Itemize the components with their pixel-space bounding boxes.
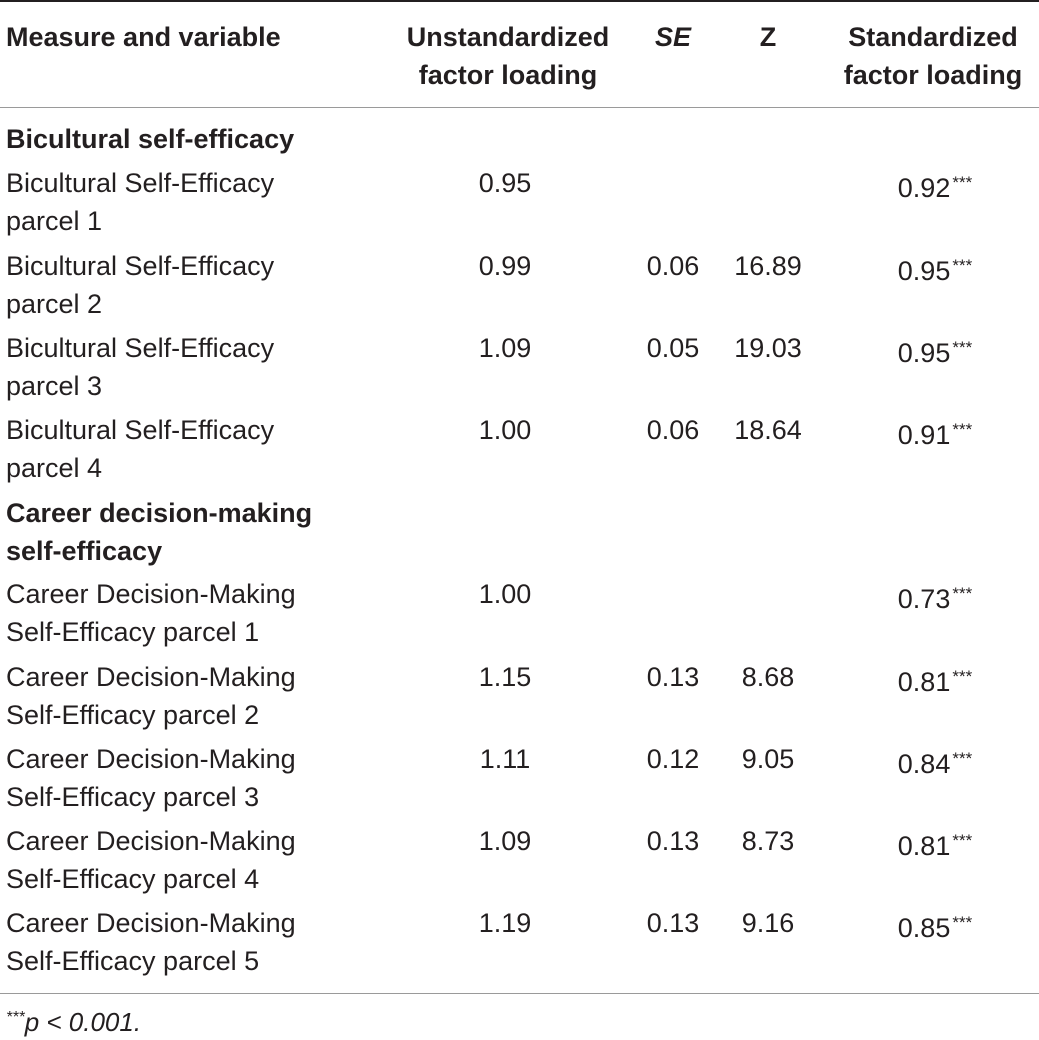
row-variable-line1: Career Decision-Making	[6, 579, 296, 609]
row-variable-line1: Bicultural Self-Efficacy	[6, 168, 275, 198]
row-unstandardized: 0.99	[478, 251, 532, 281]
header-unstandardized-line2: factor loading	[418, 60, 598, 90]
row-variable-line2: Self-Efficacy parcel 2	[6, 700, 260, 730]
header-measure: Measure and variable	[6, 22, 281, 52]
table-footnote	[6, 1000, 141, 1040]
row-variable-line2: Self-Efficacy parcel 1	[6, 617, 260, 647]
row-variable-line1: Career Decision-Making	[6, 662, 296, 692]
significance-stars: ***	[952, 667, 973, 686]
significance-stars: ***	[952, 338, 973, 357]
row-variable-line1: Bicultural Self-Efficacy	[6, 333, 275, 363]
row-variable-line2: parcel 2	[6, 289, 103, 319]
row-se: 0.05	[646, 333, 700, 363]
row-standardized: 0.91 ***	[897, 420, 973, 450]
header-se: SE	[654, 22, 692, 52]
row-standardized: 0.81 ***	[897, 667, 973, 697]
significance-stars: ***	[952, 749, 973, 768]
row-z: 18.64	[734, 415, 802, 445]
row-variable-line1: Career Decision-Making	[6, 908, 296, 938]
significance-stars: ***	[952, 831, 973, 850]
significance-stars: ***	[952, 584, 973, 603]
row-se: 0.06	[646, 415, 700, 445]
footnote-stars: ***	[6, 1009, 25, 1026]
row-unstandardized: 1.09	[478, 333, 532, 363]
row-variable-line1: Bicultural Self-Efficacy	[6, 415, 275, 445]
row-z: 16.89	[734, 251, 802, 281]
row-standardized: 0.81 ***	[897, 831, 973, 861]
row-variable-line2: parcel 3	[6, 371, 103, 401]
row-z: 19.03	[734, 333, 802, 363]
row-standardized: 0.85 ***	[897, 913, 973, 943]
section-title: Bicultural self-efficacy	[6, 124, 295, 154]
row-variable-line2: Self-Efficacy parcel 4	[6, 864, 260, 894]
row-se: 0.13	[646, 908, 700, 938]
significance-stars: ***	[952, 913, 973, 932]
row-variable-line1: Career Decision-Making	[6, 826, 296, 856]
significance-stars: ***	[952, 173, 973, 192]
header-unstandardized-line1: Unstandardized	[406, 22, 610, 52]
row-unstandardized: 1.11	[479, 744, 531, 774]
footer-rule	[0, 993, 1039, 994]
row-z: 9.05	[741, 744, 795, 774]
footnote-text: p < 0.001.	[24, 1007, 142, 1037]
row-se: 0.06	[646, 251, 700, 281]
row-z: 8.73	[741, 826, 795, 856]
row-unstandardized: 0.95	[478, 168, 532, 198]
row-variable-line1: Bicultural Self-Efficacy	[6, 251, 275, 281]
row-unstandardized: 1.09	[478, 826, 532, 856]
header-z: Z	[759, 22, 777, 52]
row-se: 0.12	[646, 744, 700, 774]
row-standardized: 0.95 ***	[897, 256, 973, 286]
row-variable-line1: Career Decision-Making	[6, 744, 296, 774]
table-top-rule	[0, 0, 1039, 2]
row-standardized: 0.92 ***	[897, 173, 973, 203]
row-variable-line2: parcel 4	[6, 453, 103, 483]
row-se: 0.13	[646, 826, 700, 856]
header-standardized-line1: Standardized	[848, 22, 1018, 52]
row-unstandardized: 1.15	[478, 662, 532, 692]
header-standardized-line2: factor loading	[843, 60, 1023, 90]
section-title-line1: Career decision-making	[6, 498, 313, 528]
row-se: 0.13	[646, 662, 700, 692]
row-variable-line2: Self-Efficacy parcel 5	[6, 946, 260, 976]
row-variable-line2: parcel 1	[6, 206, 103, 236]
row-standardized: 0.95 ***	[897, 338, 973, 368]
row-variable-line2: Self-Efficacy parcel 3	[6, 782, 260, 812]
row-z: 9.16	[741, 908, 795, 938]
row-unstandardized: 1.19	[478, 908, 532, 938]
significance-stars: ***	[952, 256, 973, 275]
row-unstandardized: 1.00	[478, 579, 532, 609]
row-standardized: 0.73 ***	[897, 584, 973, 614]
row-z: 8.68	[741, 662, 795, 692]
row-unstandardized: 1.00	[478, 415, 532, 445]
significance-stars: ***	[952, 420, 973, 439]
row-standardized: 0.84 ***	[897, 749, 973, 779]
section-title-line2: self-efficacy	[6, 536, 163, 566]
header-rule	[0, 107, 1039, 108]
